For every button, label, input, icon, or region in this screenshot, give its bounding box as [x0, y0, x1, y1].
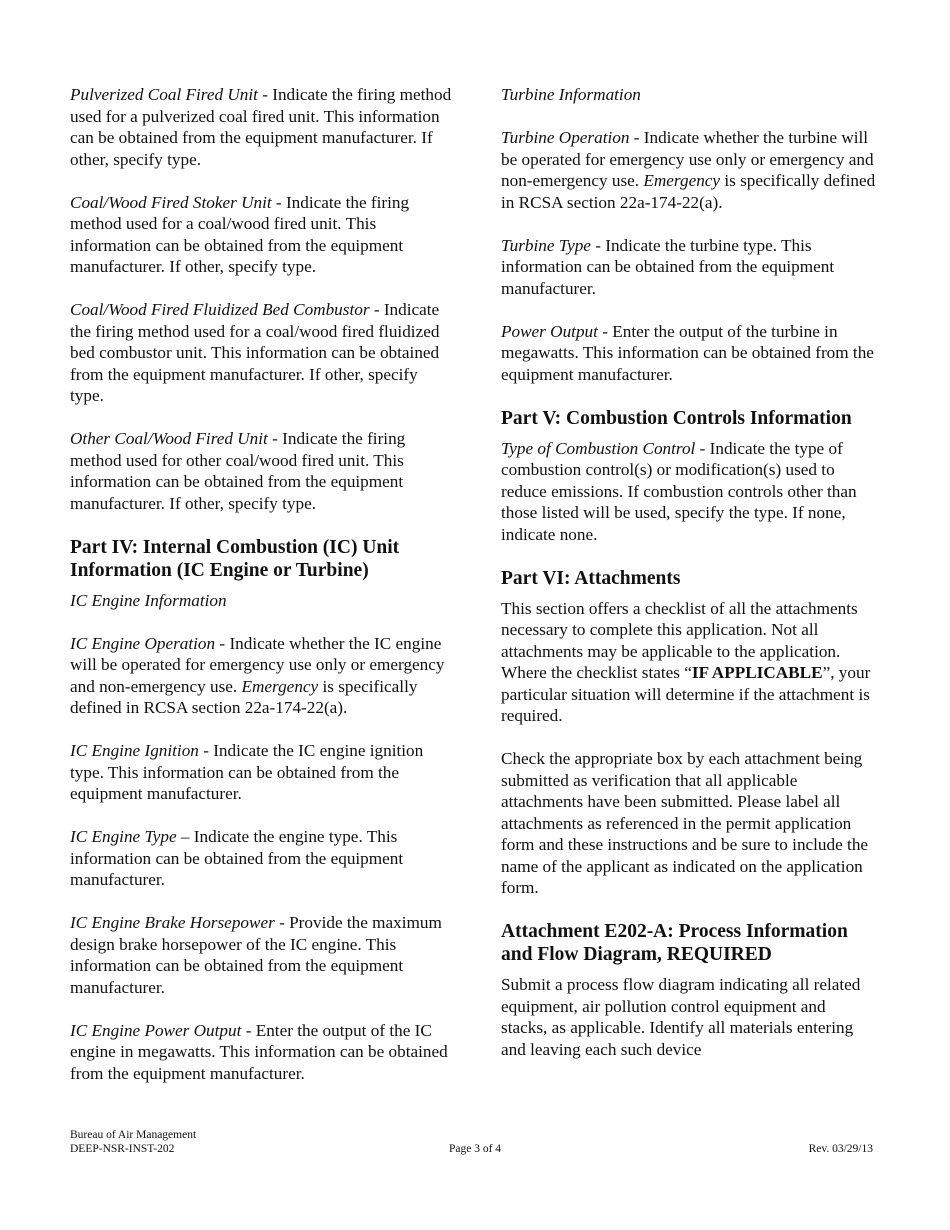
term: Power Output	[501, 321, 598, 341]
attachments-checklist-paragraph: Check the appropriate box by each attachment being submitted as verification that all applicable attachments have been submitted. Please label all attachments as referenced in the permit application form and these instructions and be sure to include the name of the applicant as indicated on the application form.	[501, 749, 869, 897]
power-output-paragraph	[501, 321, 876, 386]
description-continued: ”, your particular situation will determine if the attachment is required.	[501, 663, 871, 725]
other-unit-paragraph	[70, 428, 455, 514]
term: IC Engine Power Output	[70, 1020, 242, 1040]
part-vi-heading: Part VI: Attachments	[501, 567, 681, 589]
description: - Indicate the IC engine ignition type. This information can be obtained from the equipment manufacturer.	[70, 741, 424, 803]
attachments-intro-paragraph	[501, 598, 876, 727]
ic-type-paragraph	[70, 826, 455, 891]
term-emergency: Emergency	[241, 676, 319, 696]
description: - Indicate the firing method used for a coal/wood fired fluidized bed combustor unit. This information can be obtained from the equipment manufacturer. If other, specify type.	[70, 300, 440, 405]
term: Turbine Type	[501, 235, 591, 255]
description-continued: is specifically defined in RCSA section 22a-174-22(a).	[501, 171, 876, 212]
attachment-a-paragraph: Submit a process flow diagram indicating all related equipment, air pollution control equipment and stacks, as applicable. Identify all materials entering and leaving each such device	[501, 975, 861, 1059]
turbine-subheading: Turbine Information	[501, 85, 641, 104]
term: IC Engine Brake Horsepower	[70, 913, 275, 932]
description: - Enter the output of the turbine in megawatts. This information can be obtained from the equipment manufacturer.	[501, 321, 874, 384]
term: IC Engine Ignition	[70, 741, 199, 760]
ic-power-output-paragraph	[70, 1020, 455, 1085]
footer-page-number: Page 3 of 4	[448, 1143, 502, 1155]
ic-engine-subheading: IC Engine Information	[70, 590, 227, 610]
term: IC Engine Operation	[70, 633, 216, 653]
term: Coal/Wood Fired Stoker Unit	[70, 192, 272, 212]
term: Turbine Operation	[501, 128, 630, 147]
ic-operation-paragraph	[70, 633, 455, 719]
turbine-operation-paragraph	[501, 127, 876, 213]
term: Pulverized Coal Fired Unit	[70, 85, 258, 104]
description-continued: is specifically defined in RCSA section 22a-174-22(a).	[70, 676, 418, 717]
turbine-type-paragraph	[501, 235, 876, 300]
description: - Indicate the firing method used for other coal/wood fired unit. This information can be obtained from the equipment manufacturer. If other, specify type.	[70, 429, 406, 513]
combustion-control-paragraph	[501, 438, 876, 546]
part-v-heading: Part V: Combustion Controls Information	[501, 407, 852, 429]
right-column	[501, 84, 876, 1082]
description: - Indicate whether the IC engine will be operated for emergency use only or emergency and non-emergency use.	[70, 633, 445, 696]
description: - Indicate the firing method used for a pulverized coal fired unit. This information can be obtained from the equipment manufacturer. If other, specify type.	[70, 85, 452, 169]
ic-horsepower-paragraph	[70, 912, 455, 998]
term: IC Engine Type	[70, 827, 177, 846]
term: Other Coal/Wood Fired Unit	[70, 429, 268, 448]
attachment-a-heading: Attachment E202-A: Process Information and Flow Diagram, REQUIRED	[501, 921, 848, 965]
term-emergency: Emergency	[643, 171, 721, 190]
ic-ignition-paragraph	[70, 740, 455, 805]
description: - Enter the output of the IC engine in megawatts. This information can be obtained from the equipment manufacturer.	[70, 1020, 448, 1083]
description: - Indicate the type of combustion control(s) or modification(s) used to reduce emissions. If combustion controls other than those listed will be used, specify the type. If none, indicate none.	[501, 438, 857, 544]
description: - Indicate the firing method used for a coal/wood fired unit. This information can be obtained from the equipment manufacturer. If other, specify type.	[70, 192, 410, 276]
term: Type of Combustion Control	[501, 438, 696, 458]
footer-doc-id: DEEP-NSR-INST-202	[70, 1143, 175, 1155]
term: Coal/Wood Fired Fluidized Bed Combustor	[70, 300, 370, 319]
part-iv-heading: Part IV: Internal Combustion (IC) Unit Information (IC Engine or Turbine)	[70, 536, 400, 581]
if-applicable-label: IF APPLICABLE	[691, 663, 823, 682]
description: This section offers a checklist of all the attachments necessary to complete this application. Not all attachments may be applicable to the application. Where the checklist states “	[501, 598, 858, 682]
pulverized-coal-paragraph	[70, 84, 455, 170]
description: - Indicate the turbine type. This information can be obtained from the equipment manufacturer.	[501, 235, 835, 298]
description: - Provide the maximum design brake horsepower of the IC engine. This information can be obtained from the equipment manufacturer.	[70, 913, 442, 997]
description: – Indicate the engine type. This information can be obtained from the equipment manufacturer.	[70, 827, 404, 889]
description: - Indicate whether the turbine will be operated for emergency use only or emergency and non-emergency use.	[501, 128, 874, 190]
left-column	[70, 84, 455, 1106]
fluidized-bed-paragraph	[70, 299, 455, 407]
footer-org: Bureau of Air Management	[70, 1129, 197, 1141]
footer-revision: Rev. 03/29/13	[808, 1143, 873, 1155]
stoker-unit-paragraph	[70, 192, 455, 278]
